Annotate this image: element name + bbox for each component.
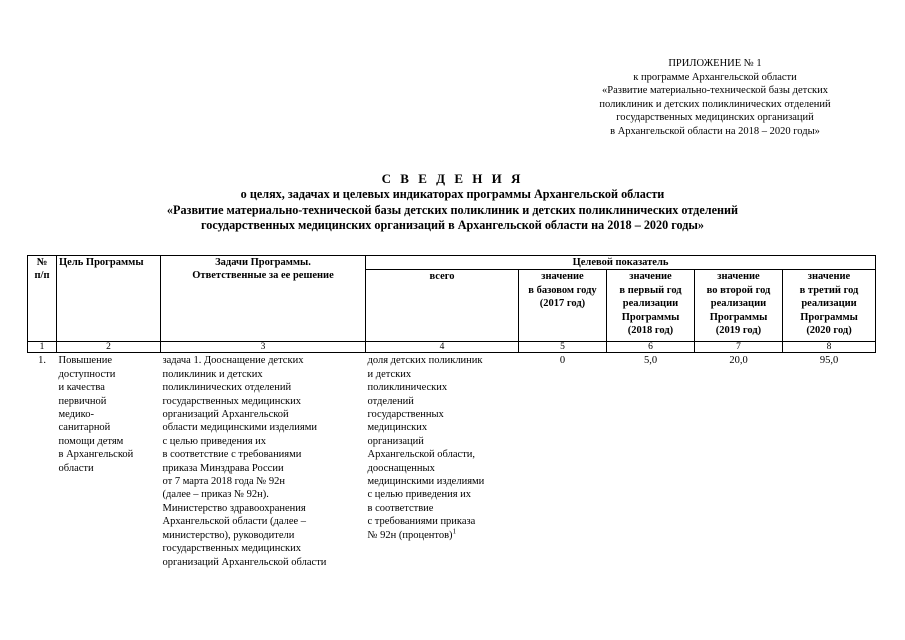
header-year1-line: реализации bbox=[622, 298, 679, 310]
header-year1-line: в первый год bbox=[619, 284, 682, 296]
appendix-line: к программе Архангельской области bbox=[633, 71, 797, 83]
appendix-line: «Развитие материально-технической базы детских bbox=[602, 85, 828, 97]
indicator-line: отделений bbox=[367, 395, 414, 407]
tasks-line: Министерство здравоохранения bbox=[162, 502, 306, 514]
goal-line: доступности bbox=[58, 368, 116, 380]
header-year3 bbox=[783, 270, 876, 342]
header-goal: Цель Программы bbox=[57, 256, 161, 342]
table-row bbox=[28, 353, 876, 569]
goal-line: первичной bbox=[58, 395, 107, 407]
tasks-cell bbox=[161, 353, 366, 569]
header-year2-line: (2019 год) bbox=[715, 325, 762, 337]
column-number: 3 bbox=[161, 342, 366, 353]
column-number: 7 bbox=[695, 342, 783, 353]
header-year2-line: Программы bbox=[709, 311, 768, 323]
header-year2-line: значение bbox=[717, 271, 760, 283]
year1-value: 5,0 bbox=[643, 355, 658, 367]
header-base-line: в базовом году bbox=[528, 284, 597, 296]
appendix-line: ПРИЛОЖЕНИЕ № 1 bbox=[668, 58, 762, 69]
indicator-line-last bbox=[368, 529, 517, 542]
goal-cell bbox=[57, 353, 161, 569]
tasks-line: государственных медицинских bbox=[162, 543, 302, 555]
column-number: 2 bbox=[57, 342, 161, 353]
tasks-line: с целью приведения их bbox=[162, 435, 267, 447]
header-year3-line: (2020 год) bbox=[806, 325, 852, 337]
base-value: 0 bbox=[559, 355, 566, 367]
title-main: С В Е Д Е Н И Я bbox=[381, 171, 524, 186]
goal-line: и качества bbox=[58, 382, 105, 394]
header-tasks-line: Задачи Программы. bbox=[215, 257, 311, 268]
goal-line: Повышение bbox=[58, 355, 112, 367]
goal-line: санитарной bbox=[58, 422, 111, 434]
title-line: о целях, задачах и целевых индикаторах программы Архангельской области bbox=[240, 187, 665, 201]
header-year2-line: реализации bbox=[710, 298, 767, 310]
tasks-line: задача 1. Дооснащение детских bbox=[162, 355, 304, 367]
tasks-line: в соответствие с требованиями bbox=[162, 449, 302, 461]
goal-line: в Архангельской bbox=[58, 449, 134, 461]
indicator-line: организаций bbox=[367, 435, 424, 447]
header-num-line: № bbox=[36, 257, 48, 268]
header-tasks-line: Ответственные за ее решение bbox=[192, 270, 334, 282]
header-year1 bbox=[607, 270, 695, 342]
indicator-line: дооснащенных bbox=[367, 462, 435, 474]
header-num bbox=[28, 256, 57, 342]
tasks-line: приказа Минздрава России bbox=[162, 462, 284, 474]
tasks-line: поликлинических отделений bbox=[162, 382, 292, 394]
indicator-line: доля детских поликлиник bbox=[367, 355, 483, 367]
indicator-line: медицинскими изделиями bbox=[367, 476, 485, 488]
appendix-line: в Архангельской области на 2018 – 2020 годы» bbox=[610, 125, 820, 137]
indicator-line: с целью приведения их bbox=[367, 489, 472, 501]
header-year3-line: в третий год bbox=[799, 284, 859, 296]
indicator-line: и детских bbox=[367, 368, 412, 380]
column-number: 4 bbox=[366, 342, 519, 353]
appendix-line: государственных медицинских организаций bbox=[616, 112, 814, 124]
footnote-marker: 1 bbox=[452, 527, 457, 536]
title-line: «Развитие материально-технической базы детских поликлиник и детских поликлинических отделений bbox=[166, 202, 739, 217]
year2-value: 20,0 bbox=[729, 355, 748, 367]
column-number: 1 bbox=[28, 342, 57, 353]
indicator-line: с требованиями приказа bbox=[367, 516, 476, 528]
appendix-line: поликлиник и детских поликлинических отделений bbox=[599, 98, 831, 110]
indicator-line: государственных bbox=[367, 409, 444, 421]
header-target: Целевой показатель bbox=[366, 256, 876, 270]
year3-value: 95,0 bbox=[819, 355, 839, 367]
header-base-line: значение bbox=[541, 271, 584, 283]
header-total: всего bbox=[366, 270, 519, 342]
tasks-line: организаций Архангельской области bbox=[162, 556, 327, 568]
tasks-line: государственных медицинских bbox=[162, 395, 302, 407]
goal-line: медико- bbox=[58, 409, 94, 421]
row-number: 1. bbox=[38, 355, 46, 367]
tasks-line: (далее – приказ № 92н). bbox=[162, 489, 269, 501]
tasks-line: от 7 марта 2018 года № 92н bbox=[162, 476, 286, 488]
header-year3-line: значение bbox=[807, 271, 851, 283]
header-tasks bbox=[161, 256, 366, 342]
indicator-line: медицинских bbox=[367, 422, 428, 434]
header-base bbox=[519, 270, 607, 342]
title-line: государственных медицинских организаций в Архангельской области на 2018 – 2020 годы» bbox=[201, 218, 704, 233]
column-number: 6 bbox=[607, 342, 695, 353]
column-number: 8 bbox=[783, 342, 876, 353]
header-year2 bbox=[695, 270, 783, 342]
indicator-line: в соответствие bbox=[367, 502, 434, 514]
goal-line: области bbox=[58, 462, 94, 474]
column-number-row bbox=[28, 342, 876, 353]
header-year2-line: во второй год bbox=[706, 284, 771, 296]
targets-table bbox=[27, 255, 876, 569]
indicator-line: Архангельской области, bbox=[367, 449, 476, 461]
tasks-line: поликлиник и детских bbox=[162, 368, 263, 380]
header-year1-line: значение bbox=[629, 271, 672, 283]
document-title bbox=[40, 171, 865, 234]
tasks-line: министерство), руководители bbox=[162, 529, 295, 541]
header-year3-line: Программы bbox=[800, 311, 858, 323]
header-year3-line: реализации bbox=[801, 298, 857, 310]
header-base-line: (2017 год) bbox=[539, 298, 586, 310]
header-year1-line: Программы bbox=[621, 311, 680, 323]
goal-line: помощи детям bbox=[58, 435, 124, 447]
tasks-line: области медицинскими изделиями bbox=[162, 422, 318, 434]
appendix-header bbox=[560, 57, 870, 139]
tasks-line: Архангельской области (далее – bbox=[162, 516, 307, 528]
header-year1-line: (2018 год) bbox=[627, 325, 674, 337]
indicator-cell bbox=[366, 353, 519, 569]
tasks-line: организаций Архангельской bbox=[162, 409, 289, 421]
indicator-line: поликлинических bbox=[367, 382, 448, 394]
column-number: 5 bbox=[519, 342, 607, 353]
header-num-line: п/п bbox=[34, 270, 50, 282]
indicator-text: № 92н (процентов) bbox=[367, 529, 453, 541]
